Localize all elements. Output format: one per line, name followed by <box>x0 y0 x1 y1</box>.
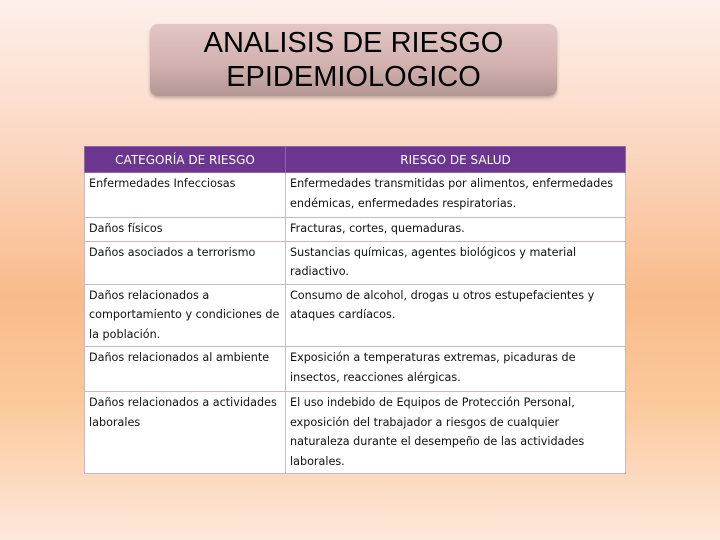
risk-cell: Enfermedades transmitidas por alimentos, enfermedades endémicas, enfermedades respiratorias. <box>286 173 626 218</box>
header-health-risk: RIESGO DE SALUD <box>286 147 626 173</box>
table-row <box>85 173 626 218</box>
category-cell: Daños asociados a terrorismo <box>85 241 286 284</box>
title-box <box>150 24 557 96</box>
risk-cell: Sustancias químicas, agentes biológicos y material radiactivo. <box>286 241 626 284</box>
risk-cell: Exposición a temperaturas extremas, picaduras de insectos, reacciones alérgicas. <box>286 347 626 392</box>
table-header-row <box>85 147 626 173</box>
table-row <box>85 347 626 392</box>
title-line-2: EPIDEMIOLOGICO <box>226 61 481 93</box>
category-cell: Daños relacionados al ambiente <box>85 347 286 392</box>
table-row <box>85 218 626 242</box>
risk-cell: Consumo de alcohol, drogas u otros estupefacientes y ataques cardíacos. <box>286 284 626 347</box>
table-row <box>85 284 626 347</box>
risk-cell: Fracturas, cortes, quemaduras. <box>286 218 626 242</box>
risk-table <box>84 146 626 474</box>
category-cell: Enfermedades Infecciosas <box>85 173 286 218</box>
table-row <box>85 392 626 474</box>
table-row <box>85 241 626 284</box>
risk-cell: El uso indebido de Equipos de Protección Personal, exposición del trabajador a riesgos de cualquier naturaleza durante el desempeño de las actividades laborales. <box>286 392 626 474</box>
category-cell: Daños relacionados a comportamiento y condiciones de la población. <box>85 284 286 347</box>
category-cell: Daños físicos <box>85 218 286 242</box>
title-line-1: ANALISIS DE RIESGO <box>203 27 504 59</box>
header-category: CATEGORÍA DE RIESGO <box>85 147 286 173</box>
category-cell: Daños relacionados a actividades laborales <box>85 392 286 474</box>
